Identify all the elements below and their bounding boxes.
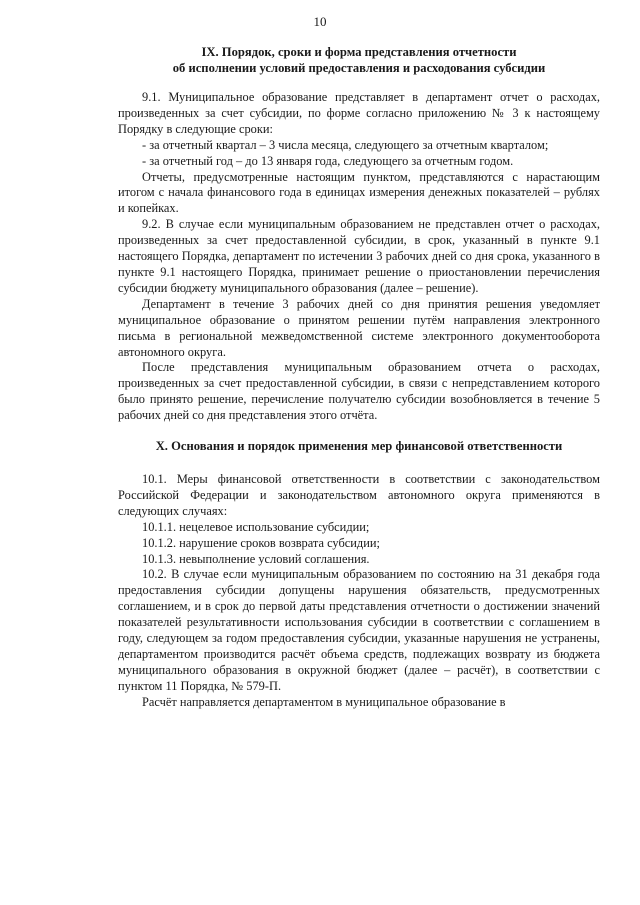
paragraph: 9.2. В случае если муниципальным образованием не представлен отчет о расходах, произведенных за счет предоставленной субсидии, в срок, указанный в пункте 9.1 настоящего Порядка, департамент по истечении 3 рабочих дней со дня срока, указанного в пункте 9.1 настоящего Порядка, принимает решение о приостановлении перечисления субсидии бюджету муниципального образования (далее – решение). (118, 217, 600, 295)
section-x-heading: X. Основания и порядок применения мер финансовой ответственности (155, 439, 563, 454)
paragraph: 10.1.3. невыполнение условий соглашения. (142, 551, 370, 566)
paragraph: - за отчетный квартал – 3 числа месяца, следующего за отчетным кварталом; (142, 137, 549, 152)
paragraph: 10.1.2. нарушение сроков возврата субсидии; (142, 535, 380, 550)
paragraph: - за отчетный год – до 13 января года, следующего за отчетным годом. (142, 153, 514, 168)
paragraph: 10.2. В случае если муниципальным образованием по состоянию на 31 декабря года предоставления субсидии допущены нарушения обязательств, предусмотренных соглашением, и в срок до первой даты представления отчетности о достижении значений показателей результативности использования субсидии в соответствии с соглашением в году, следующем за годом предоставления субсидии, указанные нарушения не устранены, департаментом производится расчёт объема средств, подлежащих возврату из бюджета муниципального образования в окружной бюджет (далее – расчёт), в соответствии с пунктом 11 Порядка, № 579-П. (118, 567, 600, 693)
paragraph: Отчеты, предусмотренные настоящим пунктом, представляются с нарастающим итогом с начала финансового года в единицах измерения денежных показателей – рублях и копейках. (118, 169, 600, 216)
paragraph: 9.1. Муниципальное образование представляет в департамент отчет о расходах, произведенных за счет субсидии, по форме согласно приложению № 3 к настоящему Порядку в следующие сроки: (118, 90, 600, 136)
paragraph: Департамент в течение 3 рабочих дней со дня принятия решения уведомляет муниципальное образование о принятом решении путём направления электронного письма в региональной межведомственной системе электронного документооборота автономного округа. (118, 296, 600, 359)
paragraph: 10.1.1. нецелевое использование субсидии; (142, 519, 370, 534)
section-ix-heading (118, 44, 600, 76)
section-ix-title-line-2: об исполнении условий предоставления и расходования субсидии (172, 61, 546, 75)
paragraph: Расчёт направляется департаментом в муниципальное образование в (142, 694, 506, 709)
page-number: 10 (313, 14, 327, 29)
section-ix-title-line-1: IX. Порядок, сроки и форма представления отчетности (201, 45, 517, 59)
paragraph: После представления муниципальным образованием отчета о расходах, произведенных за счет предоставленной субсидии, в связи с непредставлением которого было принято решение, перечисление получателю субсидии возобновляется в течение 5 рабочих дней со дня представления этого отчёта. (118, 360, 600, 423)
document-body (118, 44, 600, 711)
paragraph: 10.1. Меры финансовой ответственности в соответствии с законодательством Российской Федерации и законодательством автономного округа применяются в следующих случаях: (118, 472, 600, 518)
